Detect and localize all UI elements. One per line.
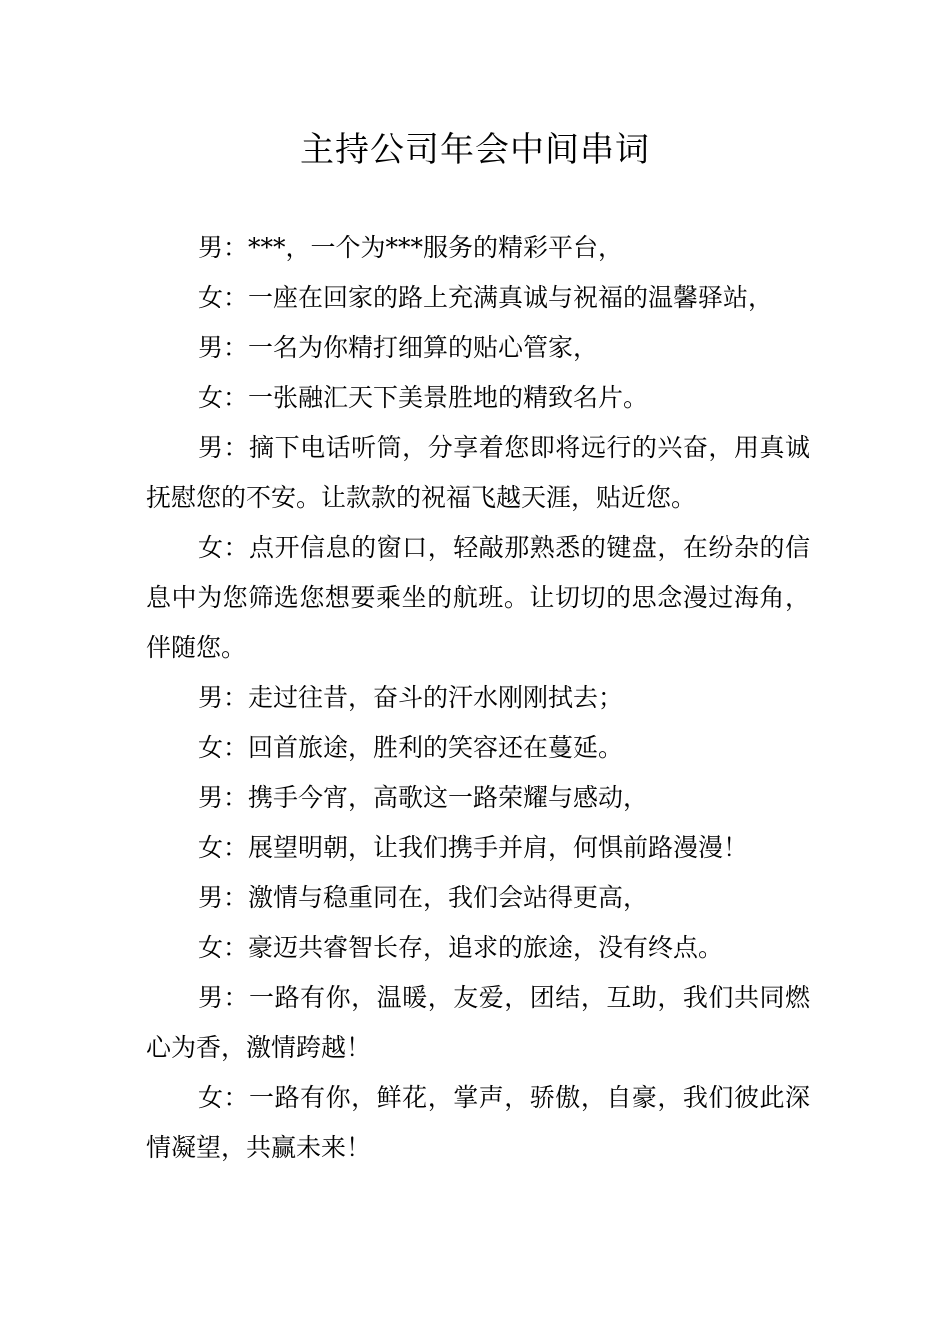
paragraph: 女：一路有你，鲜花，掌声，骄傲，自豪，我们彼此深情凝望，共赢未来！	[146, 1083, 810, 1162]
paragraph: 男：携手今宵，高歌这一路荣耀与感动，	[198, 783, 649, 812]
paragraph: 女：一张融汇天下美景胜地的精致名片。	[198, 383, 649, 412]
paragraph: 女：点开信息的窗口，轻敲那熟悉的键盘，在纷杂的信息中为您筛选您想要乘坐的航班。让切切的思念漫过海角，伴随您。	[146, 533, 810, 662]
paragraph: 男：一名为你精打细算的贴心管家，	[198, 333, 599, 362]
paragraph: 女：回首旅途，胜利的笑容还在蔓延。	[198, 733, 624, 762]
paragraph: 女：一座在回家的路上充满真诚与祝福的温馨驿站，	[198, 283, 774, 312]
document-body	[146, 223, 810, 1173]
paragraph: 男：***，一个为***服务的精彩平台，	[198, 233, 624, 262]
document-title: 主持公司年会中间串词	[300, 130, 650, 170]
paragraph: 男：一路有你，温暖，友爱，团结，互助，我们共同燃心为香，激情跨越！	[146, 983, 810, 1062]
paragraph: 男：激情与稳重同在，我们会站得更高，	[198, 883, 649, 912]
paragraph: 女：豪迈共睿智长存，追求的旅途，没有终点。	[198, 933, 724, 962]
paragraph: 男：走过往昔，奋斗的汗水刚刚拭去；	[198, 683, 624, 712]
paragraph: 女：展望明朝，让我们携手并肩，何惧前路漫漫！	[198, 833, 749, 862]
paragraph: 男：摘下电话听筒，分享着您即将远行的兴奋，用真诚抚慰您的不安。让款款的祝福飞越天涯，贴近您。	[146, 433, 810, 512]
